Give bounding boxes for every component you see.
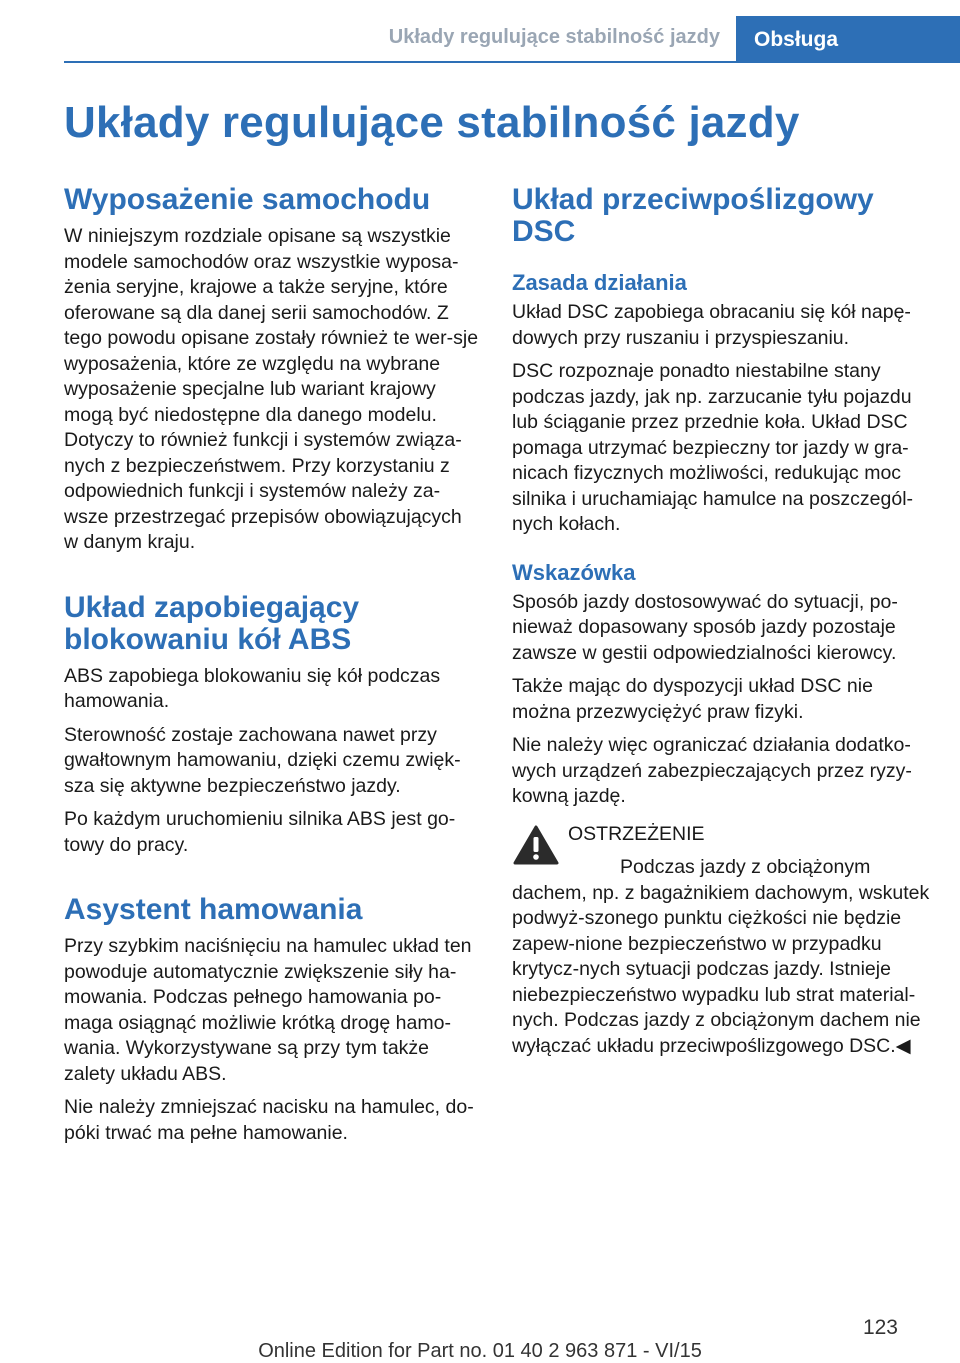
paragraph-dsc-1: Układ DSC zapobiega obracaniu się kół napę‐dowych przy ruszaniu i przyspieszaniu. [512,301,911,349]
page-title: Układy regulujące stabilność jazdy [64,98,800,147]
heading-abs: Układ zapobiegający blokowaniu kół ABS [64,590,360,656]
heading-wyposazenie: Wyposażenie samochodu [64,183,431,216]
heading-zasada: Zasada działania [512,270,687,295]
paragraph-abs-3: Po każdym uruchomieniu silnika ABS jest go‐towy do pracy. [64,808,456,856]
heading-wskazowka: Wskazówka [512,559,636,585]
paragraph-wyposazenie: W niniejszym rozdziale opisane są wszystkie modele samochodów oraz wszystkie wyposa‐żenia seryjne, krajowe a także seryjne, które oferowane są dla danej serii samochodów. Z tego powodu opisane zostały również te wer‐sje wyposażenia, które ze względu na wybrane wyposażenie specjalne lub wariant krajowy mogą być niedostępne dla danego modelu. Dotyczy to również funkcji i systemów związa‐nych z bezpieczeństwem. Przy korzystaniu z odpowiednich funkcji i systemów należy za‐wsze przestrzegać przepisów obowiązujących w danym kraju. [64,225,479,553]
left-column [64,184,480,1154]
footer-edition: Online Edition for Part no. 01 40 2 963 871 - VI/15 [258,1340,702,1362]
warning-text: Podczas jazdy z obciążonym dachem, np. z bagażnikiem dachowym, wskutek podwyż‐szonego punktu ciężkości nie będzie zapew‐nione bezpieczeństwo w przypadku krytycz‐nych sytuacji podczas jazdy. Istnieje niebezpieczeństwo wypadku lub strat material‐nych. Podczas jazdy z obciążonym dachem nie wyłączać układu przeciwpoślizgowego DSC.◀ [512,856,930,1057]
page-number: 123 [862,1316,898,1339]
paragraph-abs-1: ABS zapobiega blokowaniu się kół podczas hamowania. [64,664,441,712]
heading-dsc: Układ przeciwpoślizgowy DSC [512,183,874,248]
header-chapter-tab: Obsługa [736,16,960,61]
paragraph-dsc-3: Sposób jazdy dostosowywać do sytuacji, po‐nieważ dopasowany sposób jazdy pozostaje zawsze w gestii odpowiedzialności kierowcy. [512,590,898,664]
paragraph-abs-2: Sterowność zostaje zachowana nawet przy gwałtownym hamowaniu, dzięki czemu zwięk‐sza się aktywne bezpieczeństwo jazdy. [64,723,461,797]
header-section-title: Układy regulujące stabilność jazdy [388,26,720,48]
paragraph-asystent-1: Przy szybkim naciśnięciu na hamulec układ ten powoduje automatycznie zwiększenie siły ha‐mowania. Podczas pełnego hamowania po‐maga osiągnąć możliwie krótką drogę hamo‐wania. Wykorzystywane są przy tym także zalety układu ABS. [64,935,472,1085]
warning-box [512,822,930,1060]
paragraph-dsc-4: Także mając do dyspozycji układ DSC nie można przezwyciężyć praw fizyki. [512,675,873,723]
paragraph-asystent-2: Nie należy zmniejszać nacisku na hamulec, do‐póki trwać ma pełne hamowanie. [64,1096,474,1144]
warning-triangle-icon [512,824,560,866]
paragraph-dsc-5: Nie należy więc ograniczać działania dodatko‐wych urządzeń zabezpieczających przez ryzy‐kowną jazdę. [512,734,912,807]
paragraph-dsc-2: DSC rozpoznaje ponadto niestabilne stany podczas jazdy, jak np. zarzucanie tyłu pojazdu lub ściąganie przez przednie koła. Układ DSC pomaga utrzymać bezpieczny tor jazdy w gra‐nicach fizycznych możliwości, redukując moc silnika i uruchamiając hamulce na poszczegól‐nych kołach. [512,360,914,535]
header-rule [64,61,960,63]
right-column [512,184,930,1067]
warning-label: OSTRZEŻENIE [568,822,705,845]
heading-asystent: Asystent hamowania [64,893,363,926]
